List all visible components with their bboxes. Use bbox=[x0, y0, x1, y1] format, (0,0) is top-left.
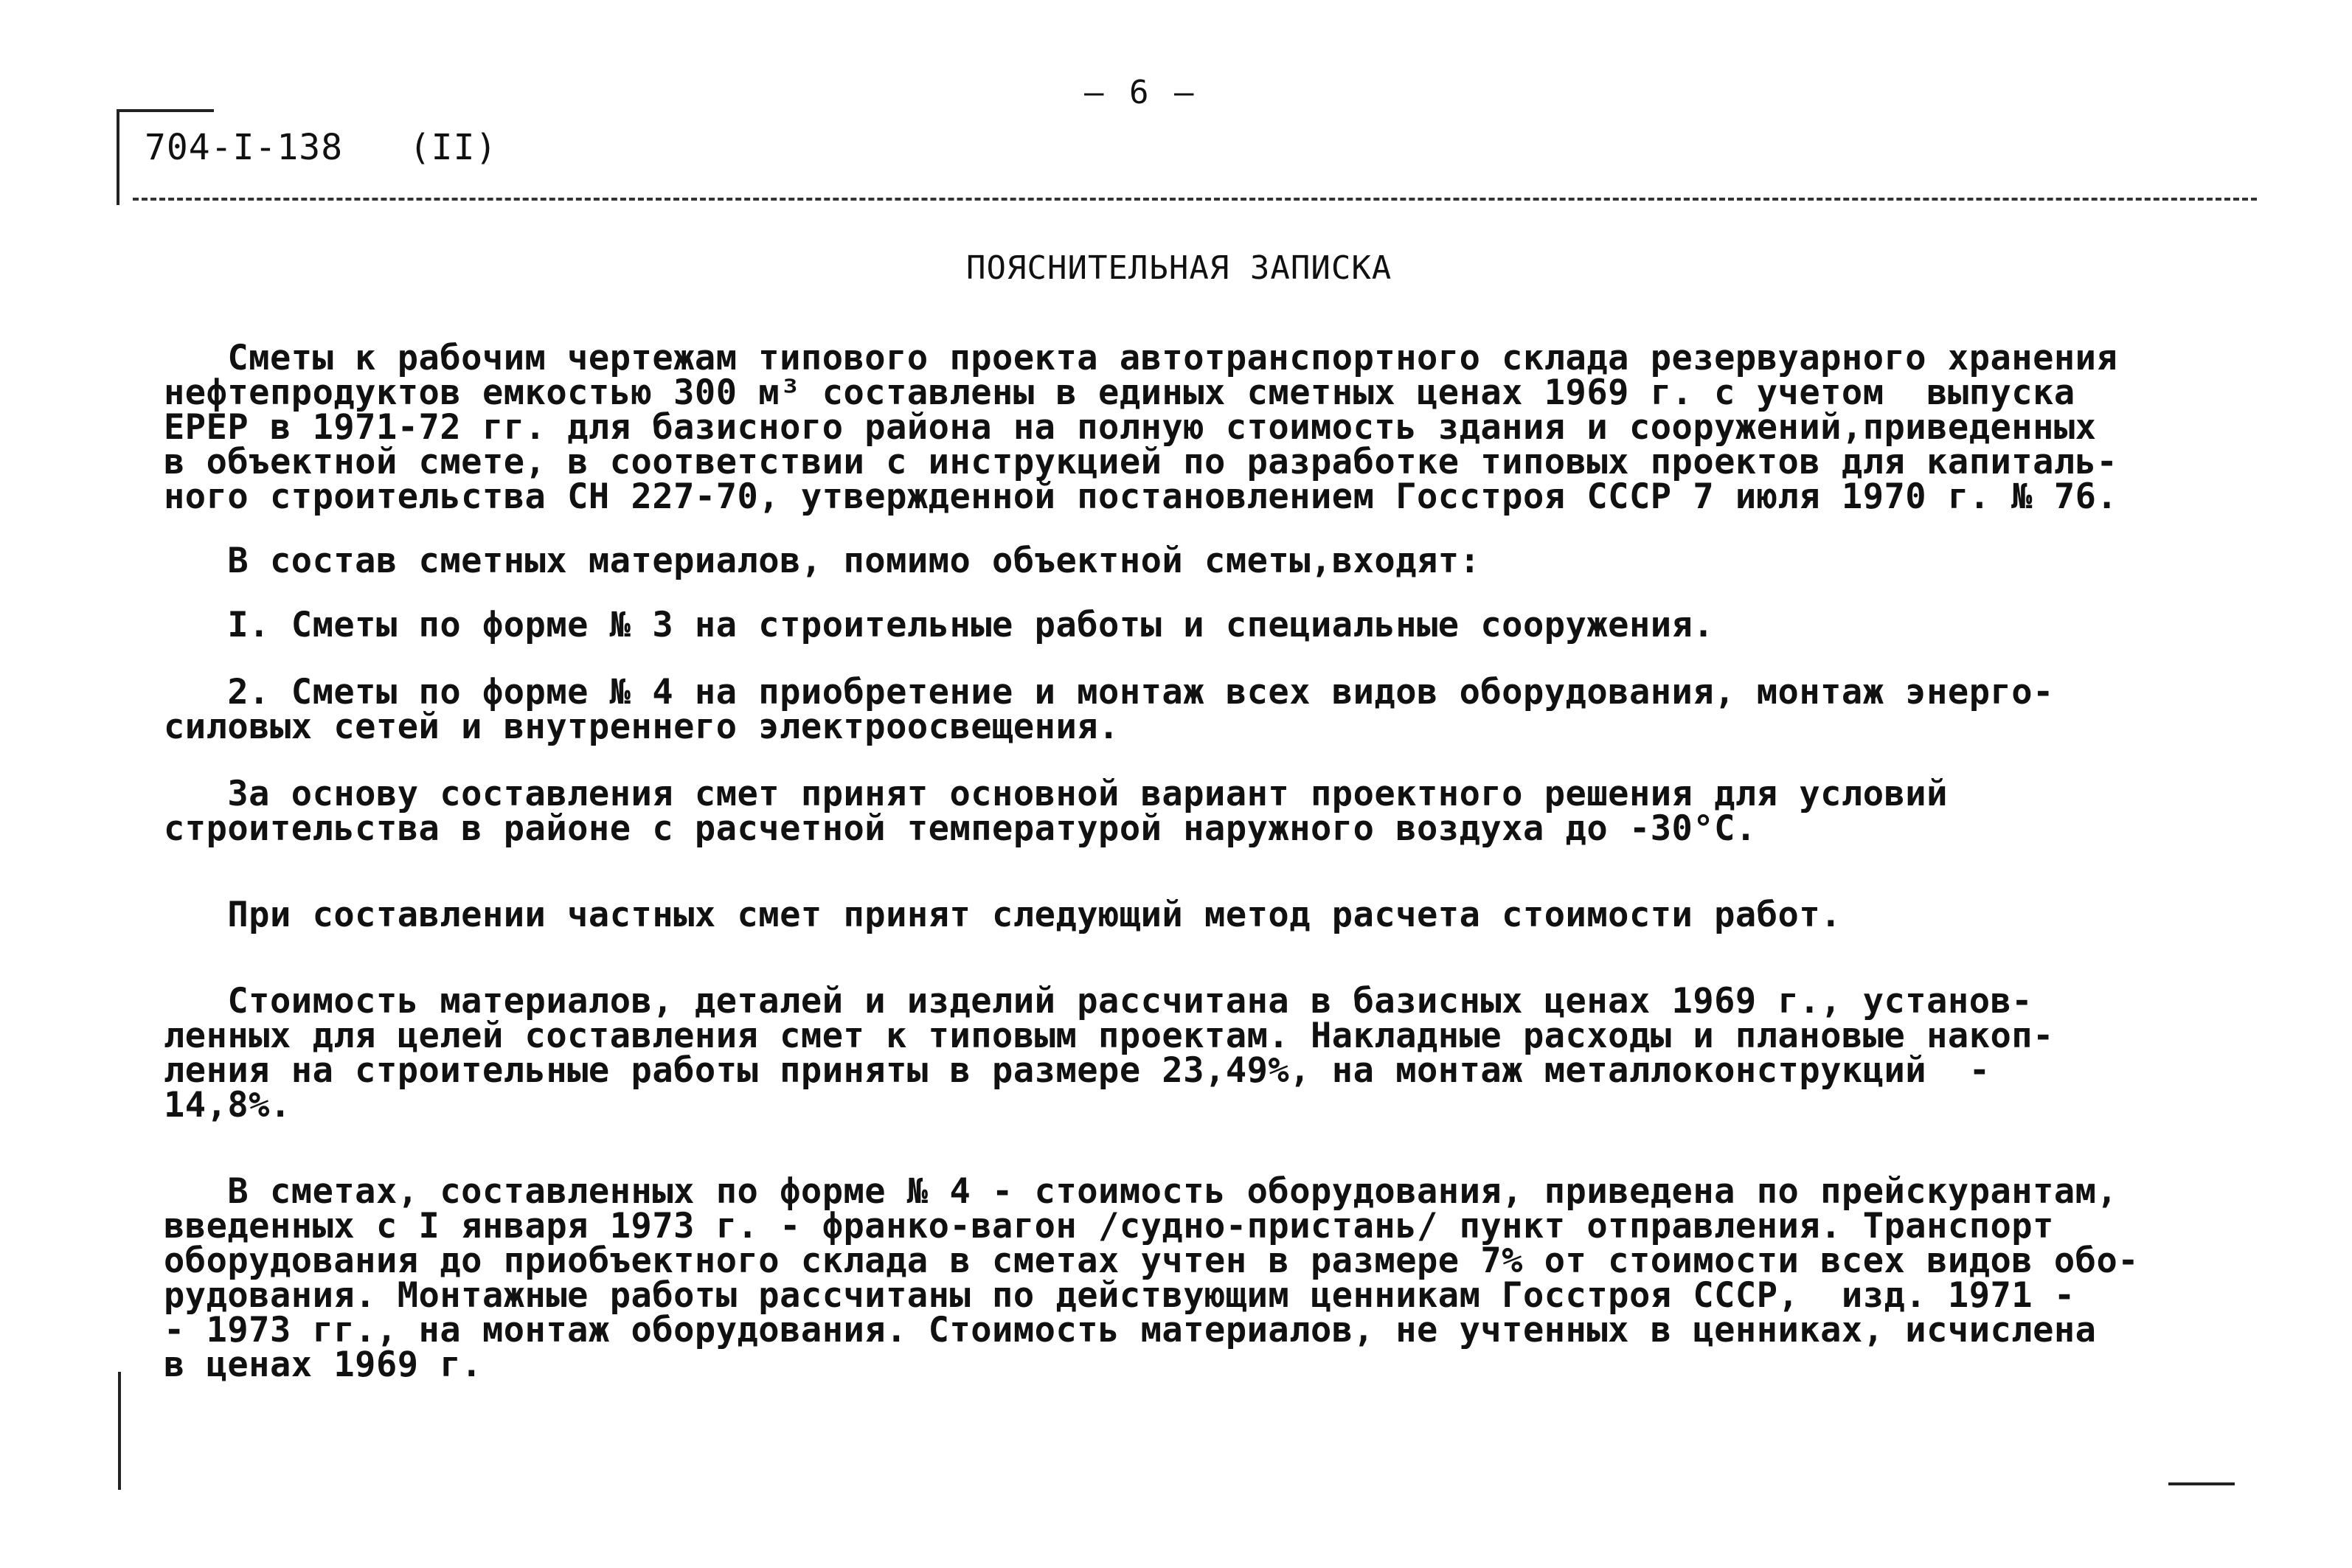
text-line: рудования. Монтажные работы рассчитаны по действующим ценникам Госстроя СССР, изд. 1971 - bbox=[164, 1275, 2075, 1316]
text-line: силовых сетей и внутреннего электроосвещения. bbox=[164, 707, 1120, 747]
text-line: строительства в районе с расчетной температурой наружного воздуха до -30°С. bbox=[164, 808, 1757, 849]
text-line: I. Сметы по форме № 3 на строительные работы и специальные сооружения. bbox=[164, 605, 1715, 645]
spacer bbox=[164, 578, 2214, 608]
corner-dash-mark bbox=[2168, 1482, 2235, 1485]
spacer bbox=[164, 1123, 2214, 1174]
spacer bbox=[164, 642, 2214, 675]
document-title: ПОЯСНИТЕЛЬНАЯ ЗАПИСКА bbox=[966, 249, 1392, 287]
text-line: За основу составления смет принят основной вариант проектного решения для условий bbox=[164, 774, 1948, 814]
text-line: ного строительства СН 227-70, утвержденной постановлением Госстроя СССР 7 июля 1970 г. № 76. bbox=[164, 476, 2118, 517]
paragraph-composition bbox=[164, 541, 2214, 581]
header-rule bbox=[133, 198, 2257, 201]
text-line: ления на строительные работы приняты в размере 23,49%, на монтаж металлоконструкций - bbox=[164, 1050, 1991, 1091]
paragraph-item-1 bbox=[164, 605, 2214, 645]
text-line: нефтепродуктов емкостью 300 м³ составлены в единых сметных ценах 1969 г. с учетом выпуска bbox=[164, 372, 2075, 413]
text-line: Сметы к рабочим чертежам типового проекта автотранспортного склада резервуарного хранения bbox=[164, 338, 2118, 378]
text-line: ленных для целей составления смет к типовым проектам. Накладные расходы и плановые накоп- bbox=[164, 1016, 2054, 1056]
text-line: в объектной смете, в соответствии с инструкцией по разработке типовых проектов для капиталь- bbox=[164, 442, 2118, 482]
text-line: 2. Сметы по форме № 4 на приобретение и монтаж всех видов оборудования, монтаж энерго- bbox=[164, 672, 2054, 712]
text-line: в ценах 1969 г. bbox=[164, 1345, 482, 1385]
spacer bbox=[164, 514, 2214, 544]
side-margin-mark bbox=[118, 1372, 121, 1490]
text-line: - 1973 гг., на монтаж оборудования. Стоимость материалов, не учтенных в ценниках, исчислена bbox=[164, 1310, 2097, 1350]
text-line: оборудования до приобъектного склада в сметах учтен в размере 7% от стоимости всех видов обо- bbox=[164, 1241, 2140, 1281]
paragraph-method bbox=[164, 895, 2214, 935]
text-line: Стоимость материалов, деталей и изделий рассчитана в базисных ценах 1969 г., установ- bbox=[164, 981, 2033, 1021]
text-line: В сметах, составленных по форме № 4 - стоимость оборудования, приведена по прейскурантам, bbox=[164, 1171, 2118, 1212]
paragraph-intro bbox=[164, 338, 2214, 517]
text-line: В состав сметных материалов, помимо объектной сметы,входят: bbox=[164, 541, 1481, 581]
header-frame-top bbox=[118, 109, 214, 112]
spacer bbox=[164, 846, 2214, 898]
page-number: — 6 — bbox=[1084, 74, 1197, 111]
spacer bbox=[164, 932, 2214, 984]
paragraph-equipment bbox=[164, 1171, 2214, 1385]
paragraph-materials bbox=[164, 981, 2214, 1125]
paragraph-item-2 bbox=[164, 672, 2214, 747]
spacer bbox=[164, 744, 2214, 777]
text-line: При составлении частных смет принят следующий метод расчета стоимости работ. bbox=[164, 895, 1842, 935]
text-line: ЕРЕР в 1971-72 гг. для базисного района на полную стоимость здания и сооружений,приведенных bbox=[164, 407, 2097, 448]
header-frame-left bbox=[117, 109, 119, 205]
paragraph-basis bbox=[164, 774, 2214, 849]
document-body bbox=[164, 338, 2214, 1385]
document-code: 704-I-138 (II) bbox=[145, 127, 498, 168]
text-line: 14,8%. bbox=[164, 1085, 291, 1125]
text-line: введенных с I января 1973 г. - франко-вагон /судно-пристань/ пункт отправления. Транспорт bbox=[164, 1206, 2054, 1246]
